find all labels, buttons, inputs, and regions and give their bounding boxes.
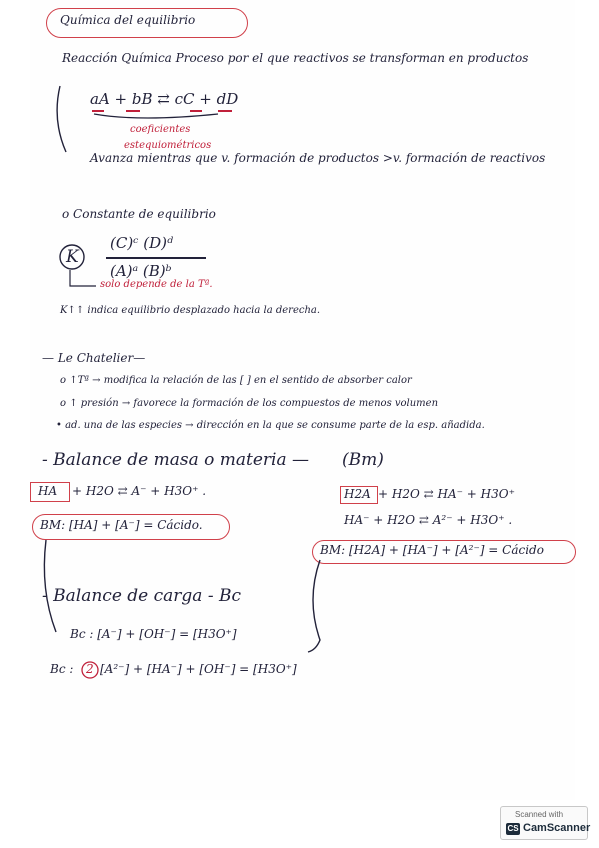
k-temperature-note: solo depende de la Tª. [100,279,213,290]
le-chatelier-addition: • ad. una de las especies → dirección en la que se consume parte de la esp. añadida. [56,420,485,431]
mass-balance-diprotic: BM: [H2A] + [HA⁻] + [A²⁻] = Cácido [320,543,544,557]
camscanner-label: CamScanner [523,822,591,834]
charge-balance-heading: - Balance de carga - Bc [42,586,241,606]
reaction-equation: aA + bB ⇄ cC + dD [90,90,239,108]
stoichiometric-label: estequiométricos [124,140,212,151]
reaction-progress-note: Avanza mientras que v. formación de productos >v. formación de reactivos [90,151,546,165]
species-ha: HA [38,484,58,498]
k-symbol: K [66,247,79,267]
equilibrium-constant-heading: o Constante de equilibrio [62,207,216,221]
reaction-definition: Reacción Química Proceso por el que reactivos se transforman en productos [62,51,529,65]
le-chatelier-temperature: o ↑Tª → modifica la relación de las [ ] en el sentido de absorber calor [60,375,412,386]
k-direction-note: K↑↑ indica equilibrio desplazado hacia la derecha. [60,305,321,316]
scanned-with-label: Scanned with [515,810,564,819]
k-denominator: (A)ᵃ (B)ᵇ [110,262,172,280]
le-chatelier-pressure: o ↑ presión → favorece la formación de los compuestos de menos volumen [60,398,439,409]
hand-drawn-connectors [30,0,575,800]
mass-balance-heading: - Balance de masa o materia — [42,450,310,470]
mass-balance-monoprotic: BM: [HA] + [A⁻] = Cácido. [40,518,203,532]
k-numerator: (C)ᶜ (D)ᵈ [110,234,173,252]
charge-balance-monoprotic: Bc : [A⁻] + [OH⁻] = [H3O⁺] [70,627,237,641]
notebook-page [30,0,575,800]
charge-balance-diprotic-prefix: Bc : [50,662,74,676]
charge-balance-diprotic: [A²⁻] + [HA⁻] + [OH⁻] = [H3O⁺] [100,662,297,676]
le-chatelier-heading: — Le Chatelier— [42,351,146,365]
camscanner-logo-icon: CS [507,824,519,833]
species-h2a: H2A [344,487,371,501]
charge-coefficient: 2 [86,662,94,676]
page-title: Química del equilibrio [60,13,196,27]
coefficients-label: coeficientes [130,124,191,135]
diprotic-equation-1: + H2O ⇄ HA⁻ + H3O⁺ [378,487,515,501]
mass-balance-abbrev: (Bm) [342,450,384,470]
monoprotic-equation: + H2O ⇄ A⁻ + H3O⁺ . [72,484,207,498]
camscanner-badge [500,806,591,840]
diprotic-equation-2: HA⁻ + H2O ⇄ A²⁻ + H3O⁺ . [344,513,513,527]
